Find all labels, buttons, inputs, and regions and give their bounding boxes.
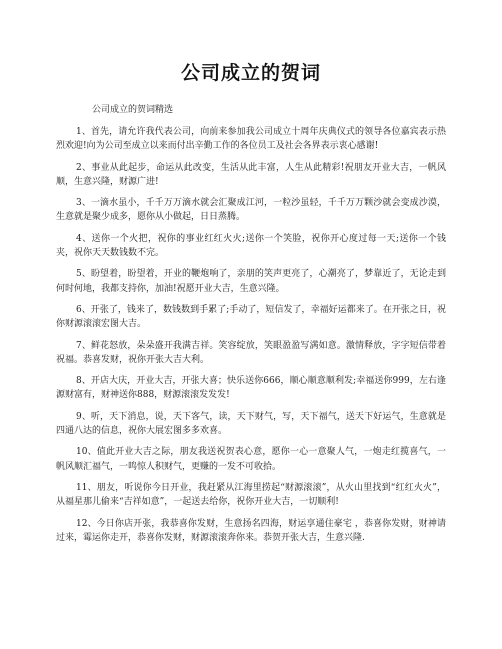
document-subtitle: 公司成立的贺词精选 — [92, 105, 174, 115]
paragraph: 8、开店大庆，开业大吉，开张大喜；快乐送你666，顺心顺意顺利发;幸福送你999，左右逢源财富有，财神送你888，财源滚滚发发发! — [56, 376, 446, 401]
paragraph: 6、开张了，钱来了，数钱数到手累了;手动了，短信发了，幸福好运都来了。在开张之日，祝你财源滚滚宏图大吉。 — [56, 304, 446, 330]
paragraph: 12、今日你店开张，我恭喜你发财，生意扬名四海，财运享通住豪宅 ，恭喜你发财，财神请过来，霉运你走开，恭喜你发财，财源滚滚奔你来。恭贺开张大吉，生意兴隆. — [56, 518, 446, 543]
paragraph: 5、盼望着，盼望着，开业的鞭炮响了，亲朋的笑声更亮了，心潮亮了，梦靠近了，无论走到何时何地，我都支持你，加油!祝愿开业大吉，生意兴隆。 — [56, 269, 446, 294]
paragraph: 10、值此开业大吉之际，朋友我送祝贺表心意，愿你一心一意聚人气，一炮走红揽喜气，一帆风顺汇福气，一鸣惊人积财气，更赚的一发不可收拾。 — [56, 447, 446, 472]
document-title: 公司成立的贺词 — [180, 62, 321, 84]
paragraph: 2、事业从此起步，命运从此改变，生活从此丰富，人生从此精彩!祝朋友开业大吉，一帆风顺，生意兴隆，财源广进! — [56, 162, 446, 187]
paragraph: 7、鲜花怒放，朵朵盛开我满吉祥。笑容绽放，笑眼盈盈写满如意。激情释放，字字短信带着祝福。恭喜发财，祝你开张大吉大利。 — [56, 340, 446, 365]
paragraph: 1、首先，请允许我代表公司，向前来参加我公司成立十周年庆典仪式的领导各位嘉宾表示热烈欢迎!向为公司至成立以来而付出辛勤工作的各位员工及社会各界表示衷心感谢! — [56, 127, 446, 152]
paragraph: 11、朋友，听说你今日开业，我赶紧从江海里捞起“财源滚滚”，从火山里找到“红红火火”，从福星那儿偷来“吉祥如意”，一起送去给你，祝你开业大吉，一切顺利! — [56, 482, 446, 508]
paragraph-list — [56, 125, 446, 545]
paragraph: 9、听，天下消息，说，天下客气，读，天下财气，写，天下福气，送天下好运气，生意就是四通八达的信息，祝你大展宏图多多欢喜。 — [56, 411, 446, 437]
paragraph: 4、送你一个火把，祝你的事业红红火火;送你一个笑脸，祝你开心度过每一天;送你一个钱夹，祝你天天数钱数不完。 — [56, 233, 446, 259]
paragraph: 3、一滴水虽小，千千万万滴水就会汇聚成江河，一粒沙虽轻，千千万万颗沙就会变成沙漠，生意就是聚少成多，愿你从小做起，日日蒸腾。 — [56, 198, 446, 223]
